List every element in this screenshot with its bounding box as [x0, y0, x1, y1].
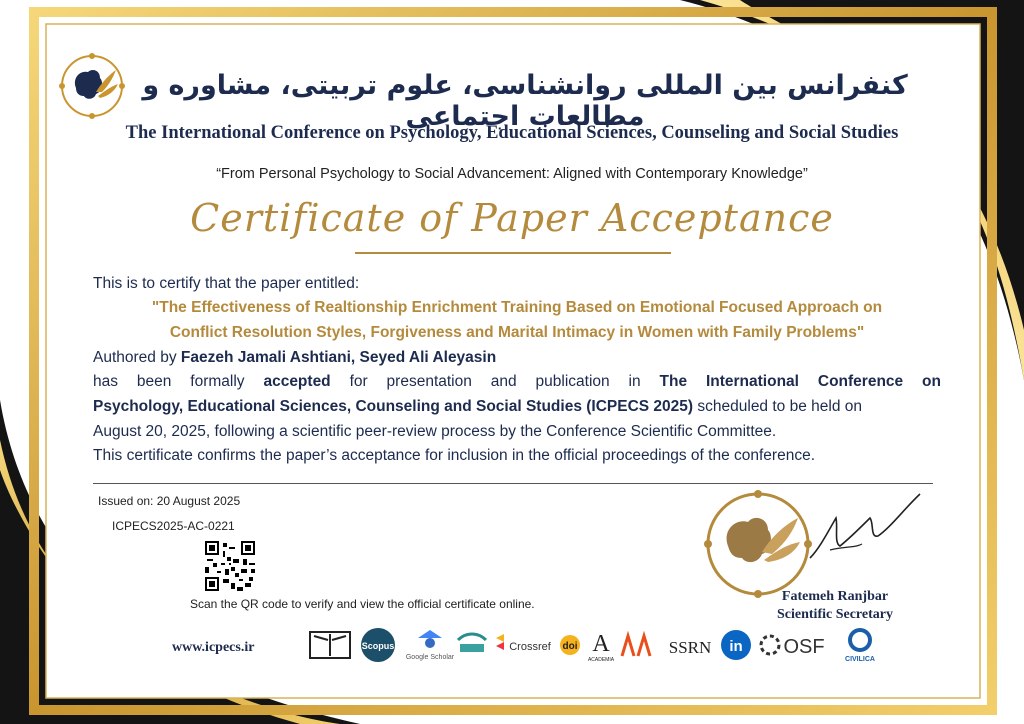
- website-link[interactable]: www.icpecs.ir: [172, 640, 255, 655]
- certificate-id: ICPECS2025-AC-0221: [112, 519, 235, 533]
- academia-label: ACADEMIA: [587, 657, 615, 663]
- schedule-text: scheduled to be held on: [697, 398, 862, 415]
- mu-library-logo: [310, 632, 350, 658]
- linkedin-logo: [721, 630, 751, 660]
- acceptance-text-b: for presentation and publication in: [349, 373, 641, 390]
- heading-underline: [355, 252, 671, 254]
- acceptance-line-4: This certificate confirms the paper’s acceptance for inclusion in the official proceedings of the conference.: [93, 447, 816, 464]
- civilica-label: CIVILICA: [845, 656, 875, 663]
- conference-logo: [58, 52, 126, 120]
- conference-name-part-2: Psychology, Educational Sciences, Counseling and Social Studies (ICPECS 2025): [93, 398, 694, 415]
- acceptance-line-2: [93, 395, 941, 420]
- conference-name-part-1: The International Conference on: [659, 373, 941, 390]
- magiran-logo: [458, 634, 486, 652]
- conference-title-english: The International Conference on Psychology, Educational Sciences, Counseling and Social Studies: [125, 123, 899, 143]
- osf-logo: [761, 636, 825, 658]
- signer-name: Fatemeh Ranjbar: [781, 589, 889, 604]
- paper-title-line-2: Conflict Resolution Styles, Forgiveness and Marital Intimacy in Women with Family Problems": [169, 323, 865, 341]
- indexing-logos: [308, 628, 888, 664]
- noormags-logo: [622, 636, 650, 656]
- authors-line: [93, 346, 941, 371]
- scopus-label: Scopus: [361, 641, 395, 651]
- conference-slogan: “From Personal Psychology to Social Advancement: Aligned with Contemporary Knowledge”: [216, 166, 808, 182]
- crossref-label: Crossref: [509, 641, 551, 653]
- academia-logo: [588, 631, 615, 663]
- accepted-word: accepted: [263, 373, 331, 390]
- acceptance-line-3: August 20, 2025, following a scientific peer-review process by the Conference Scientific Committee.: [93, 423, 777, 440]
- doi-logo: [560, 635, 580, 655]
- issued-on: Issued on: 20 August 2025: [98, 494, 241, 508]
- civilica-logo: [845, 630, 875, 663]
- linkedin-label: in: [729, 638, 743, 655]
- paper-title-line-1: "The Effectiveness of Realtionship Enrichment Training Based on Emotional Focused Approach on: [151, 299, 883, 316]
- conference-title-persian: کنفرانس بین المللی روانشناسی، علوم تربیتی، مشاوره و مطالعات اجتماعی: [142, 70, 908, 132]
- svg-text:A: A: [592, 631, 610, 657]
- author-names: Faezeh Jamali Ashtiani, Seyed Ali Aleyasin: [180, 349, 497, 366]
- footer-divider: [93, 483, 933, 484]
- crossref-logo: [496, 634, 552, 653]
- doi-label: doi: [562, 641, 578, 652]
- google-scholar-logo: [406, 630, 455, 661]
- signature: [800, 488, 930, 568]
- scopus-logo: [361, 628, 395, 662]
- ssrn-logo: SSRN: [668, 638, 712, 657]
- conference-seal: [702, 488, 814, 600]
- authored-by-label: Authored by: [93, 349, 177, 366]
- qr-caption: Scan the QR code to verify and view the official certificate online.: [190, 597, 535, 611]
- acceptance-line-1: [93, 370, 941, 395]
- signer-title: Scientific Secretary: [777, 607, 893, 622]
- google-scholar-label: Google Scholar: [405, 654, 455, 661]
- osf-label: OSF: [783, 636, 825, 658]
- certify-intro: This is to certify that the paper entitled:: [93, 275, 360, 292]
- verification-qr-code[interactable]: [205, 541, 255, 591]
- acceptance-text-a: has been formally: [93, 373, 245, 390]
- signer-block: [760, 588, 910, 624]
- paper-title: [93, 296, 941, 345]
- certificate-heading: Certificate of Paper Acceptance: [190, 196, 834, 240]
